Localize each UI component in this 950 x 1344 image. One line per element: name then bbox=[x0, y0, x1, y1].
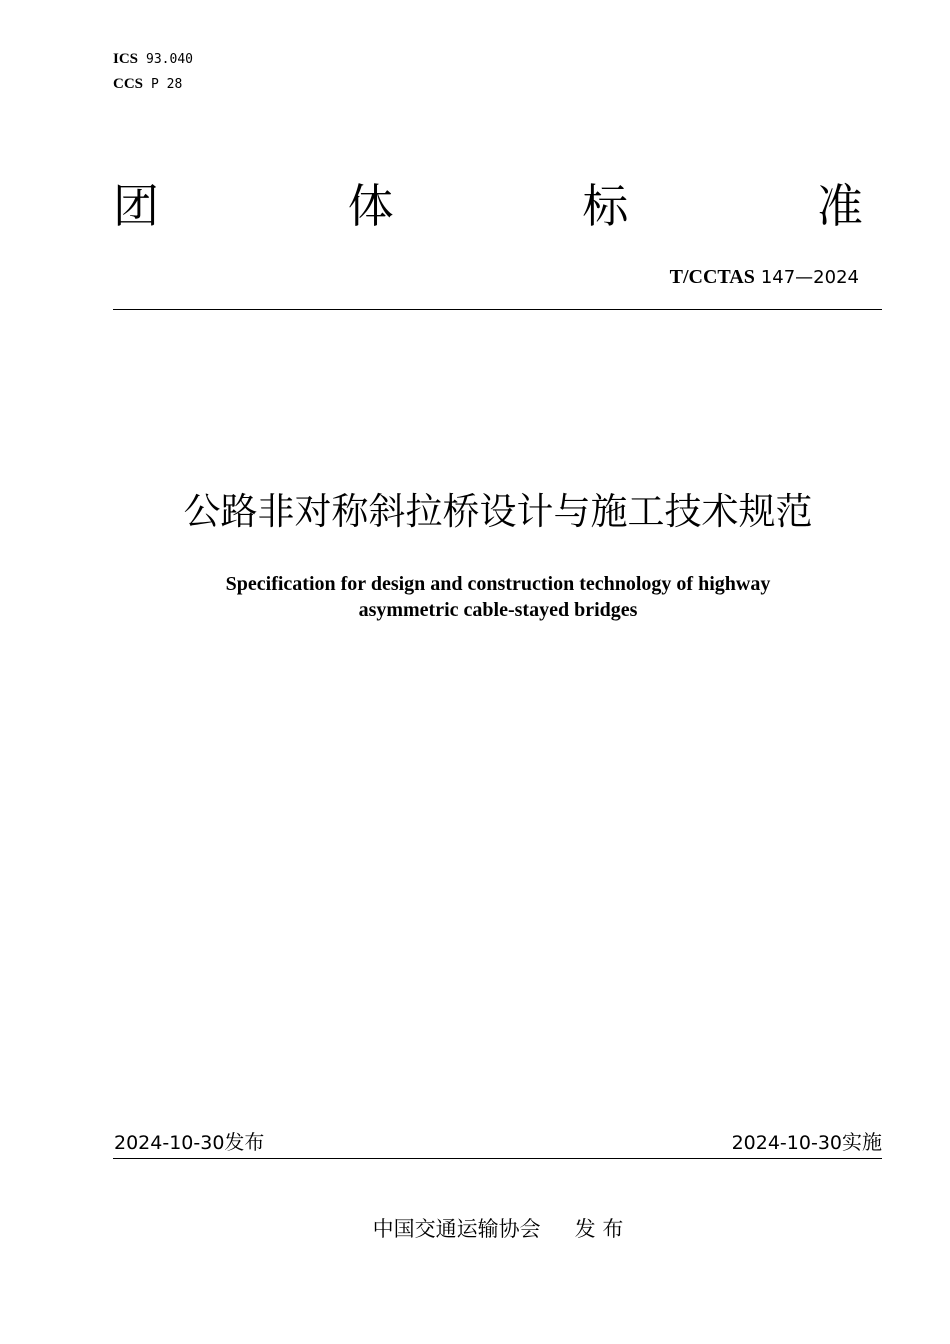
standard-type-char: 准 bbox=[816, 179, 863, 233]
footer-divider bbox=[113, 1158, 882, 1159]
standard-type-char: 体 bbox=[347, 179, 394, 233]
ics-label: ICS bbox=[113, 51, 139, 67]
release-date-label: 发布 bbox=[224, 1130, 265, 1154]
release-date bbox=[114, 1128, 264, 1157]
implementation-date-value: 2024-10-30 bbox=[731, 1132, 842, 1154]
standard-number-value: 147—2024 bbox=[760, 267, 859, 288]
header-divider bbox=[113, 309, 882, 310]
english-title-line-1: Specification for design and construction technology of highway bbox=[225, 573, 771, 595]
ics-value: 93.040 bbox=[146, 52, 193, 67]
ics-line bbox=[113, 50, 193, 69]
english-title bbox=[0, 571, 950, 623]
publisher-action: 发 布 bbox=[574, 1217, 624, 1241]
standard-type-heading bbox=[113, 176, 863, 236]
ccs-value: P 28 bbox=[151, 77, 183, 92]
ccs-label: CCS bbox=[113, 76, 144, 92]
ccs-line bbox=[113, 75, 182, 94]
english-title-line-2: asymmetric cable-stayed bridges bbox=[358, 599, 638, 621]
chinese-title: 公路非对称斜拉桥设计与施工技术规范 bbox=[183, 490, 813, 533]
standard-number bbox=[670, 265, 859, 290]
implementation-date bbox=[732, 1128, 882, 1157]
standard-type-char: 团 bbox=[113, 179, 159, 233]
standard-number-prefix: T/CCTAS bbox=[669, 266, 755, 288]
implementation-date-label: 实施 bbox=[842, 1130, 882, 1154]
release-date-value: 2024-10-30 bbox=[114, 1132, 225, 1154]
standard-type-char: 标 bbox=[582, 179, 629, 233]
publisher-line bbox=[0, 1214, 950, 1244]
publisher-name: 中国交通运输协会 bbox=[372, 1217, 541, 1241]
